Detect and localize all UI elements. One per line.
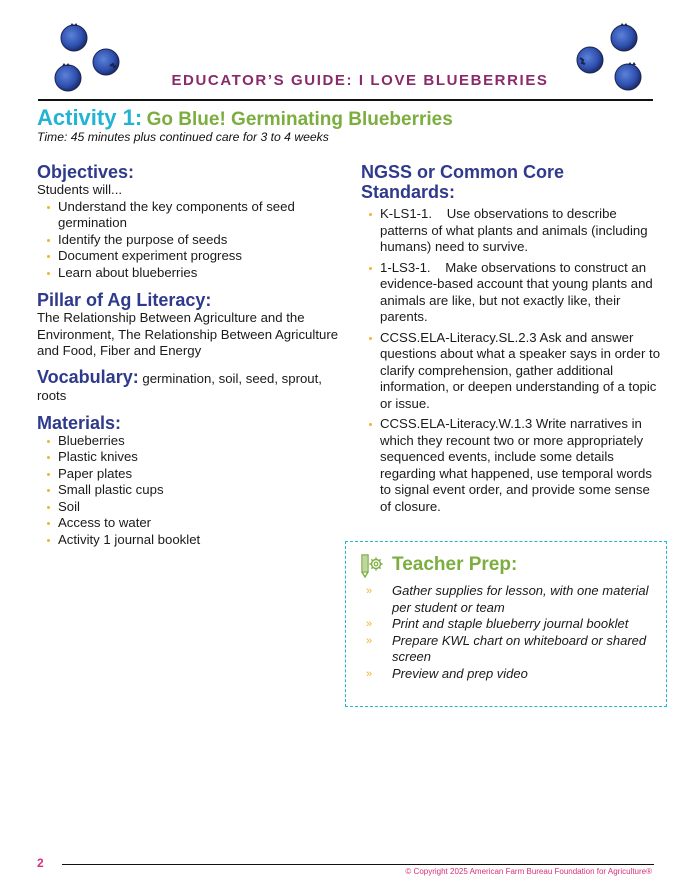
vocabulary-text: germination, soil, seed, sprout, roots <box>37 370 322 403</box>
list-item: CCSS.ELA-Literacy.W.1.3 Write narratives in which they recount two or more appropriately sequenced events, include some details regarding what happened, use temporal words to signal event order, and provide some sense of closure. <box>368 416 661 515</box>
list-item: Blueberries <box>46 433 347 450</box>
list-item: Paper plates <box>46 466 347 483</box>
left-column <box>37 162 347 557</box>
list-item: » Print and staple blueberry journal booklet <box>366 616 656 633</box>
list-item: » Gather supplies for lesson, with one material per student or team <box>366 583 656 616</box>
list-item: Activity 1 journal booklet <box>46 532 347 549</box>
vocabulary-section <box>37 366 347 404</box>
teacher-prep-list <box>366 583 656 682</box>
list-item: Identify the purpose of seeds <box>46 232 347 249</box>
page-number: 2 <box>37 856 44 870</box>
activity-time: Time: 45 minutes plus continued care for 3 to 4 weeks <box>37 130 329 144</box>
materials-heading: Materials: <box>37 412 122 433</box>
list-item: 1-LS3-1. Make observations to construct an evidence-based account that young plants and animals are like, but not exactly like, their parents. <box>368 260 661 326</box>
teacher-prep-box <box>345 541 667 707</box>
vocabulary-heading: Vocabulary: <box>37 366 139 387</box>
list-item: Soil <box>46 499 347 516</box>
list-item: Small plastic cups <box>46 482 347 499</box>
objectives-heading: Objectives: <box>37 162 135 182</box>
list-item: Understand the key components of seed germination <box>46 199 347 232</box>
list-item: Access to water <box>46 515 347 532</box>
materials-section <box>37 413 347 549</box>
objectives-list <box>37 199 347 282</box>
list-item: CCSS.ELA-Literacy.SL.2.3 Ask and answer questions about what a speaker says in order to clarify comprehension, gather additional information, or deepen understanding of a topic or issue. <box>368 330 661 413</box>
objectives-section <box>37 162 347 281</box>
activity-number: Activity 1: <box>37 105 143 130</box>
objectives-intro: Students will... <box>37 182 123 197</box>
list-item: Plastic knives <box>46 449 347 466</box>
standards-list <box>361 206 661 515</box>
copyright-text: © Copyright 2025 American Farm Bureau Foundation for Agriculture® <box>405 867 652 876</box>
activity-name: Go Blue! Germinating Blueberries <box>146 109 453 130</box>
list-item: » Prepare KWL chart on whiteboard or shared screen <box>366 633 656 666</box>
materials-list <box>37 433 347 549</box>
guide-title: EDUCATOR’S GUIDE: I LOVE BLUEBERRIES <box>171 72 549 89</box>
right-column <box>361 162 661 519</box>
pillar-heading: Pillar of Ag Literacy: <box>37 290 212 310</box>
pillar-section <box>37 290 347 360</box>
header-divider <box>38 99 653 101</box>
pillar-text: The Relationship Between Agriculture and the Environment, The Relationship Between Agriculture and Food, Fiber and Energy <box>37 310 339 358</box>
footer-divider <box>62 864 654 865</box>
list-item: Learn about blueberries <box>46 265 347 282</box>
list-item: » Preview and prep video <box>366 666 656 683</box>
list-item: K-LS1-1. Use observations to describe patterns of what plants and animals (including humans) need to survive. <box>368 206 661 256</box>
standards-heading: NGSS or Common Core Standards: <box>361 162 565 202</box>
activity-title <box>37 105 453 131</box>
teacher-prep-header <box>360 552 517 578</box>
list-item: Document experiment progress <box>46 248 347 265</box>
teacher-prep-heading: Teacher Prep: <box>392 554 518 575</box>
pencil-gear-icon <box>360 552 384 578</box>
